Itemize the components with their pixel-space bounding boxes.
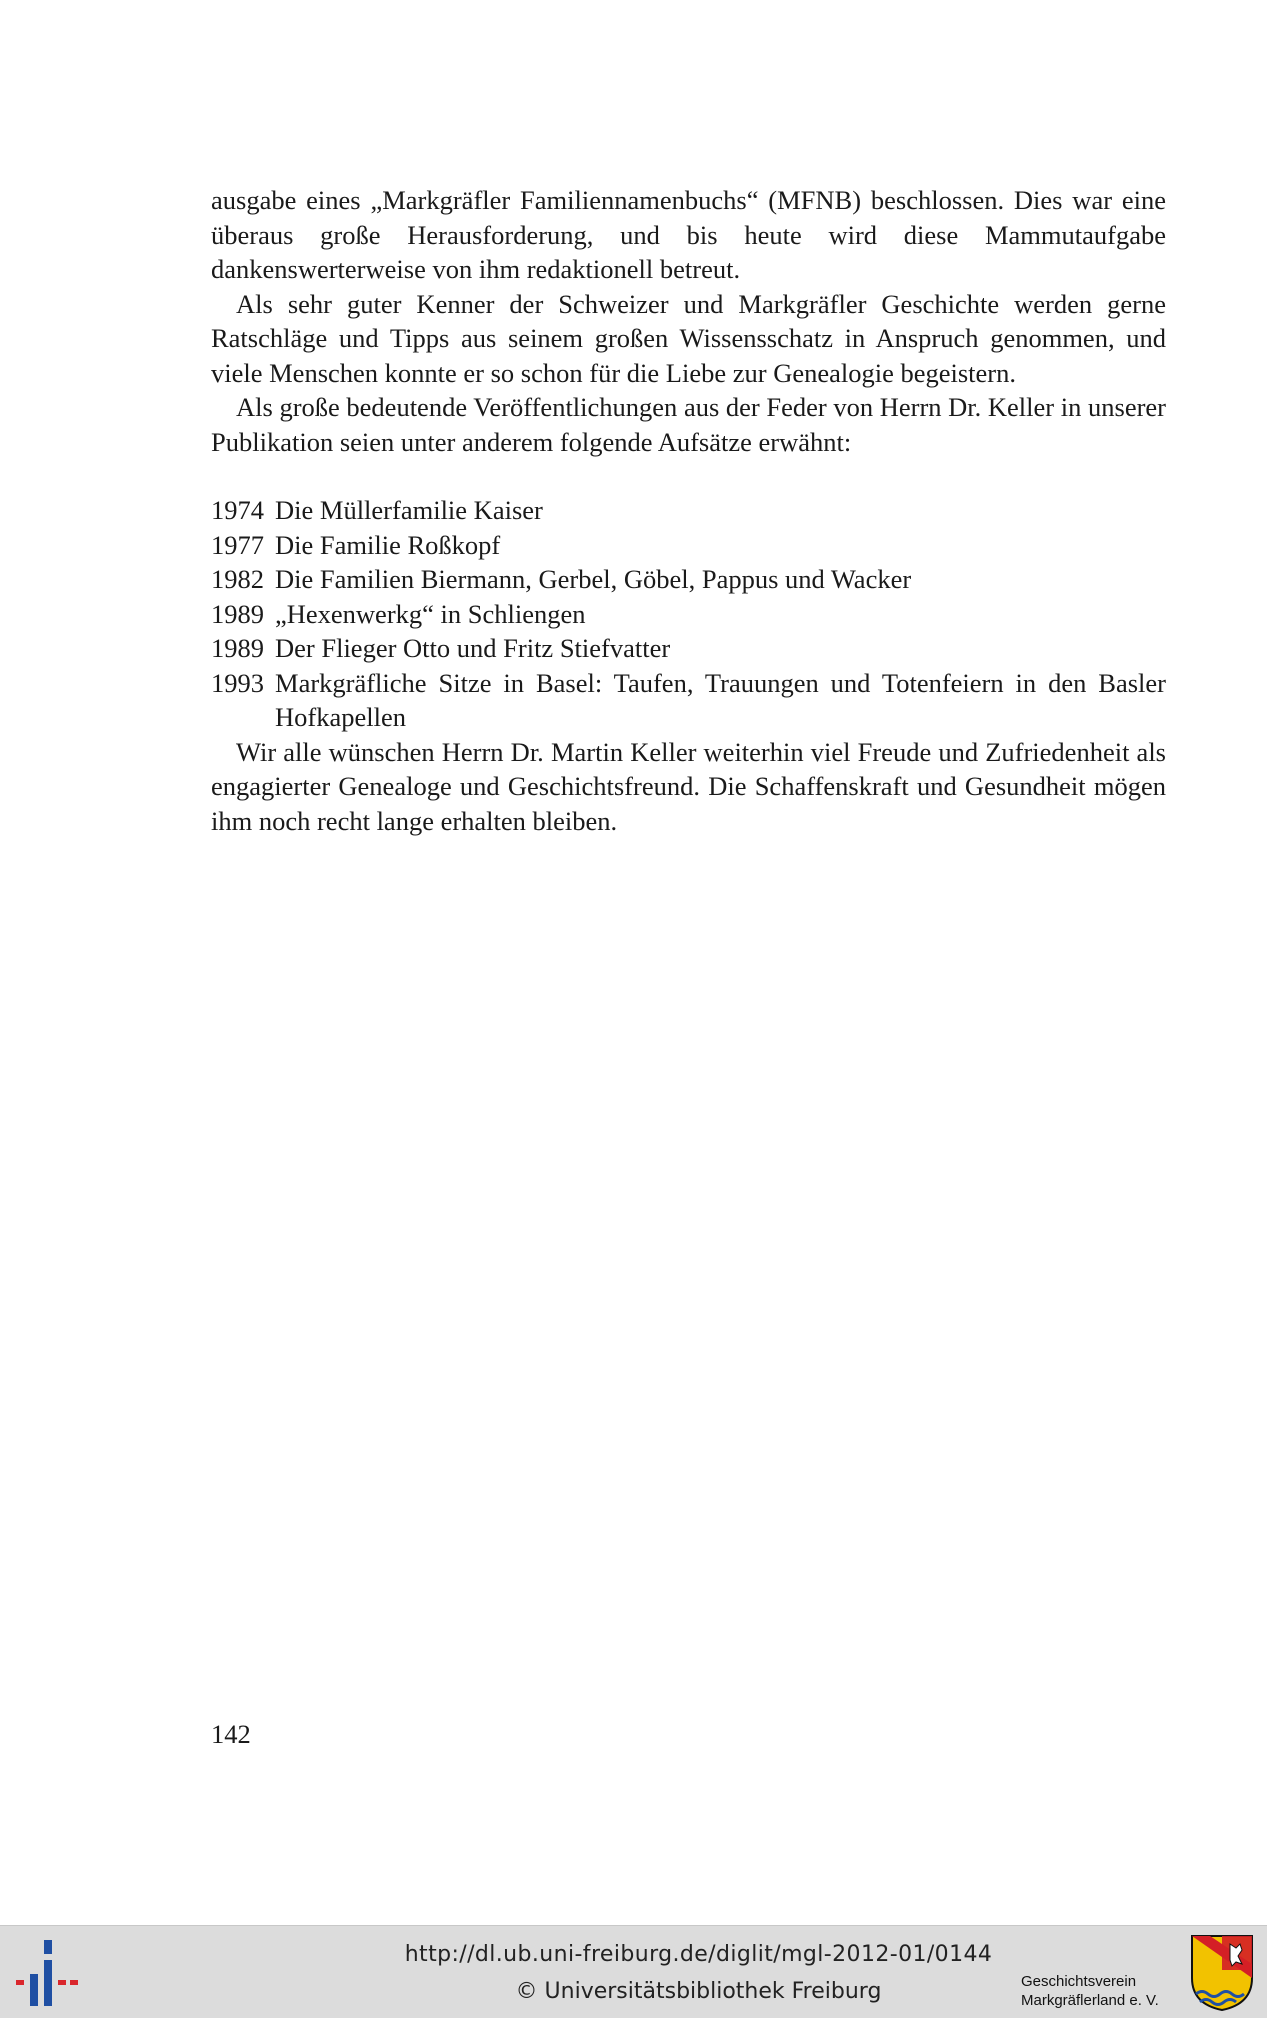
publication-title: Der Flieger Otto und Fritz Stiefvatter — [275, 633, 671, 663]
copyright-text: © Universitätsbibliothek Freiburg — [515, 1979, 882, 2004]
publication-title: Markgräfliche Sitze in Basel: Taufen, Trauungen und Totenfeiern in den Basler Hofkapellen — [275, 667, 1166, 732]
publication-item — [211, 528, 1166, 563]
publication-year: 1989 — [211, 633, 264, 663]
publication-title: „Hexenwerkg“ in Schliengen — [275, 598, 586, 629]
publication-item — [211, 493, 1166, 528]
spacer — [211, 459, 1166, 493]
publication-title: Die Müllerfamilie Kaiser — [275, 495, 543, 525]
publication-title: Die Familien Biermann, Gerbel, Göbel, Pappus und Wacker — [275, 564, 912, 594]
paragraph-publications-intro: Als große bedeutende Veröffentlichungen aus der Feder von Herrn Dr. Keller in unserer Publikation seien unter anderem folgende Aufsätze erwähnt: — [211, 392, 1166, 457]
body-text — [211, 183, 1166, 838]
publication-year: 1993 — [211, 667, 264, 698]
publication-year: 1982 — [211, 564, 264, 594]
society-name — [1021, 1972, 1191, 2010]
footer-bar — [0, 1925, 1267, 2018]
source-url-link[interactable]: http://dl.ub.uni-freiburg.de/diglit/mgl-2012-01/0144 — [404, 1942, 993, 1967]
publication-list — [211, 493, 1166, 735]
paragraph-intro: ausgabe eines „Markgräfler Familiennamenbuchs“ (MFNB) beschlossen. Dies war eine überaus große Herausforderung, und bis heute wird diese Mammutaufgabe dankenswerterweise von ihm redaktionell betreut. — [211, 185, 1166, 284]
publication-year: 1977 — [211, 529, 264, 560]
publication-year: 1989 — [211, 598, 264, 629]
publication-item — [211, 631, 1166, 666]
publication-item — [211, 666, 1166, 735]
publication-title: Die Familie Roßkopf — [275, 529, 501, 560]
publication-item — [211, 597, 1166, 632]
paragraph-closing: Wir alle wünschen Herrn Dr. Martin Keller weiterhin viel Freude und Zufriedenheit als engagierter Genealoge und Geschichtsfreund. Die Schaffenskraft und Gesundheit mögen ihm noch recht lange erhalten bleiben. — [211, 736, 1166, 836]
society-name-line: Markgräflerland e. V. — [1021, 1992, 1159, 2009]
publication-year: 1974 — [211, 495, 264, 525]
society-name-line: Geschichtsverein — [1021, 1973, 1137, 1990]
paragraph-expertise: Als sehr guter Kenner der Schweizer und Markgräfler Geschichte werden gerne Ratschläge und Tipps aus seinem großen Wissensschatz in Anspruch genommen, und viele Menschen konnte er so schon für die Liebe zur Genealogie begeistern. — [211, 288, 1166, 388]
page-number: 142 — [211, 1719, 251, 1749]
publication-item — [211, 562, 1166, 597]
coat-of-arms-icon — [1190, 1934, 1254, 2012]
